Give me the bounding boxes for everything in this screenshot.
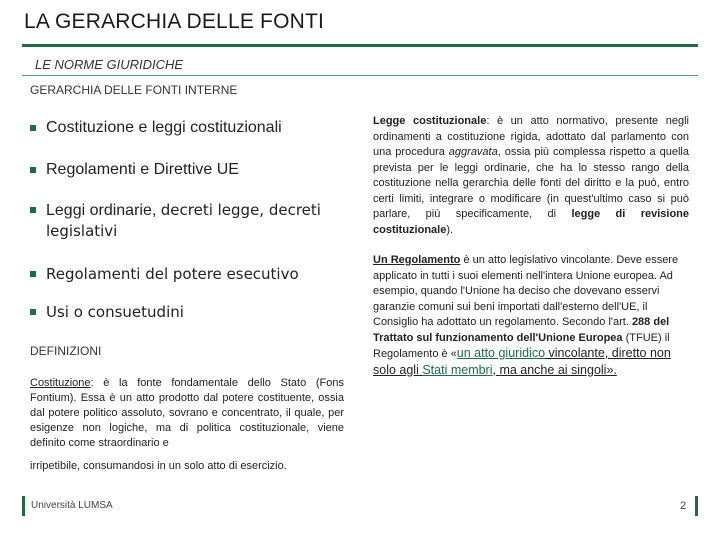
bullet-square-icon: [30, 167, 36, 173]
definition-paragraph: [30, 376, 344, 451]
definitions-heading: DEFINIZIONI: [30, 344, 102, 358]
bullet-text: Costituzione e leggi costituzionali: [46, 119, 282, 136]
bullet-text: Regolamenti e Direttive UE: [46, 161, 239, 178]
regolamento-text-1: è un atto legislativo vincolante. Deve essere applicato in tutti i suoi elementi nell'intera Unione europea. Ad esempio, quando l'Unione ha deciso che dovevano esservi garanzie comuni sui beni importati dall'esterno dell'UE, il Consiglio ha adottato un regolamento. Secondo l'art.: [373, 254, 679, 328]
legge-term: Legge costituzionale: [373, 115, 487, 127]
subtitle-divider: [22, 75, 698, 76]
legge-text-2: , ossia più complessa rispetto a quella prevista per le leggi ordinarie, che ha lo stesso rango della costituzione nella gerarchia delle fonti del diritto e la può, entro certi limiti, integrare o modificare (in quest'ultimo caso si può parlare, più specificamente, di: [373, 146, 689, 220]
regolamento-term: Un Regolamento: [373, 254, 461, 266]
bullet-square-icon: [30, 125, 36, 131]
bullet-list: [30, 118, 355, 332]
bullet-text: Leggi ordinarie,: [46, 202, 161, 219]
regolamento-text-4: , ma anche ai singoli».: [492, 362, 617, 377]
legge-text-1: : è un atto normativo, presente negli ordinamenti a costituzione rigida, adottato dal parlamento con una procedura: [373, 115, 689, 158]
page-subtitle: LE NORME GIURIDICHE: [35, 57, 184, 72]
footer-accent-right: [695, 496, 698, 516]
bullet-square-icon: [30, 271, 36, 277]
right-column: [373, 114, 689, 379]
definition-body: : è la fonte fondamentale dello Stato (Fons Fontium). Essa è un atto prodotto dal potere costituente, ossia dal potere politico assoluto, sovrano e concentrato, il quale, per esigenze non logiche, ma di politica costituzionale, viene definito come straordinario e: [30, 377, 344, 449]
regolamento-bold: 288 del Trattato sul funzionamento dell'Unione Europea: [373, 316, 670, 344]
legge-costituzionale-paragraph: [373, 114, 689, 238]
list-item: [30, 200, 355, 264]
footer-accent-left: [22, 496, 25, 516]
bullet-text: Usi o consuetudini: [46, 303, 184, 321]
link-stati-membri[interactable]: Stati membri: [422, 362, 493, 377]
section-heading: GERARCHIA DELLE FONTI INTERNE: [30, 83, 238, 97]
list-item: [30, 264, 355, 302]
list-item: [30, 118, 355, 160]
bullet-text-continued: decreti legge, decreti: [160, 201, 321, 219]
list-item: [30, 160, 355, 200]
bullet-square-icon: [30, 309, 36, 315]
legge-italic: aggravata: [448, 146, 498, 158]
bullet-text-line2: legislativi: [46, 222, 118, 240]
list-item: [30, 302, 355, 332]
regolamento-paragraph: [373, 253, 689, 379]
bullet-square-icon: [30, 207, 36, 213]
footer-university: Università LUMSA: [31, 500, 113, 511]
link-atto-giuridico[interactable]: un atto giuridico: [456, 346, 546, 360]
page-title: LA GERARCHIA DELLE FONTI: [24, 10, 325, 33]
page-number: 2: [680, 500, 687, 512]
definition-term: Costituzione: [30, 377, 91, 389]
legge-close: ).: [446, 223, 454, 236]
regolamento-text-2: (TFUE) il Regolamento è «: [373, 331, 670, 360]
regolamento-text-3: vincolante, diretto non solo agli: [373, 346, 671, 377]
title-divider: [22, 44, 698, 47]
legge-bold-tail: legge di revisione costituzionale: [373, 208, 690, 236]
definition-tail: irripetibile, consumandosi in un solo atto di esercizio.: [30, 460, 287, 472]
bullet-text: Regolamenti del potere esecutivo: [46, 265, 299, 283]
